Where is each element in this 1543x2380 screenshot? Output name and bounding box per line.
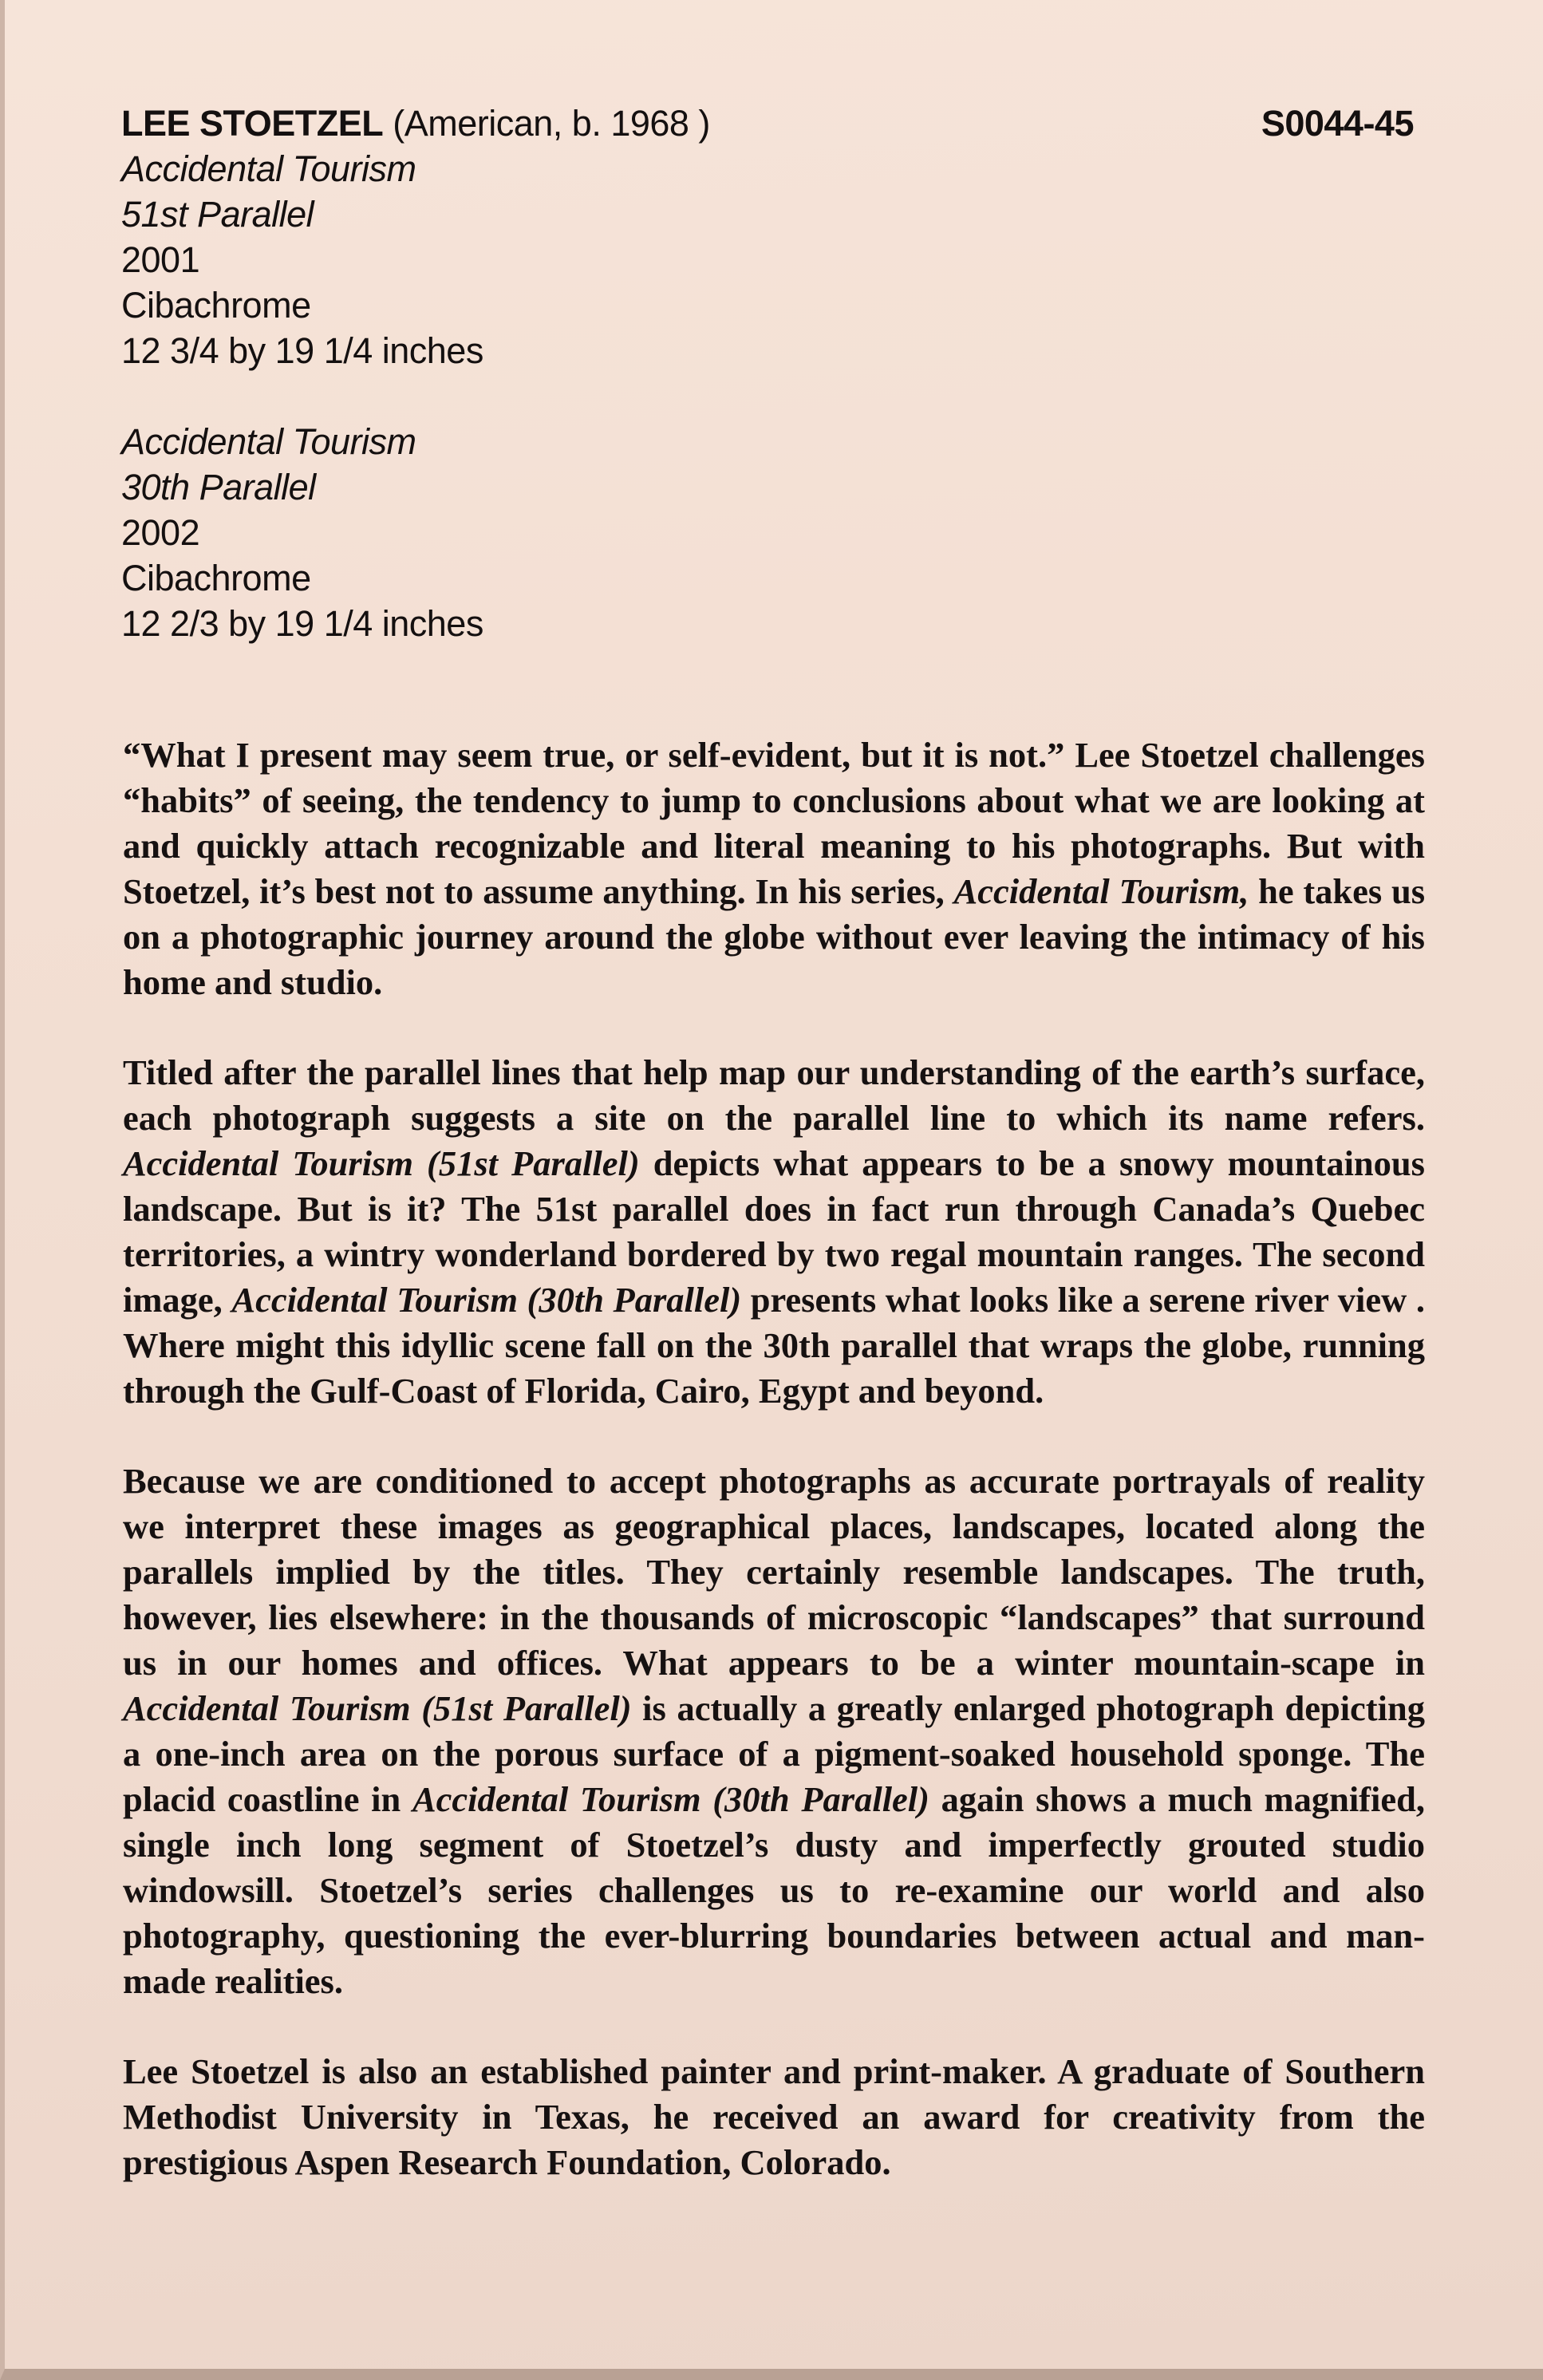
work-reference: Accidental Tourism (30th Parallel): [412, 1779, 929, 1819]
paragraph-text: is actually a greatly enlarged photograph depicting a one-inch area on the porous surface of a pigment-soaked household sponge. The placid coastline in: [123, 1688, 1425, 1819]
work-medium: Cibachrome: [121, 558, 311, 598]
work-reference: Accidental Tourism (51st Parallel): [123, 1688, 632, 1728]
work-reference: Accidental Tourism (51st Parallel): [123, 1143, 640, 1183]
work-entry-2: [121, 419, 1414, 646]
work-dimensions: 12 2/3 by 19 1/4 inches: [121, 603, 483, 644]
label-description: [123, 732, 1425, 2230]
paragraph-text: Because we are conditioned to accept photographs as accurate portrayals of reality we interpret these images as geographical places, landscapes, located along the parallels implied by the titles. They certainly resemble landscapes. The truth, however, lies elsewhere: in the thousands of microscopic “landscapes” that surround us in our homes and offices. What appears to be a winter mountain-scape in: [123, 1461, 1425, 1683]
series-title: Accidental Tourism,: [953, 871, 1249, 911]
work-subtitle: 51st Parallel: [121, 194, 314, 235]
label-header: [121, 101, 1414, 692]
paragraph-bio: [123, 2049, 1425, 2185]
work-year: 2001: [121, 239, 200, 280]
work-year: 2002: [121, 512, 200, 553]
paragraph-text: he takes us on a photographic journey around the globe without ever leaving the intimacy of his home and studio.: [123, 871, 1426, 1002]
paragraph-text: again shows a much magnified, single inch long segment of Stoetzel’s dusty and imperfectly grouted studio windowsill. Stoetzel’s series challenges us to re-examine our world and also photography, questioning the ever-blurring boundaries between actual and man-made realities.: [123, 1779, 1425, 2001]
paragraph-titles: [123, 1050, 1425, 1414]
work-entry-1: [121, 146, 1414, 373]
work-dimensions: 12 3/4 by 19 1/4 inches: [121, 330, 483, 371]
paragraph-intro: [123, 732, 1425, 1005]
catalog-number: S0044-45: [1261, 103, 1414, 144]
artist-line: [121, 101, 1414, 146]
work-title: Accidental Tourism: [121, 421, 416, 462]
work-subtitle: 30th Parallel: [121, 467, 316, 507]
paragraph-text: presents what looks like a serene river view . Where might this idyllic scene fall on the 30th parallel that wraps the globe, running through the Gulf-Coast of Florida, Cairo, Egypt and beyond.: [123, 1280, 1425, 1411]
paragraph-text: Lee Stoetzel is also an established painter and print-maker. A graduate of Southern Methodist University in Texas, he received an award for creativity from the prestigious Aspen Research Foundation, Colorado.: [123, 2051, 1425, 2182]
work-reference: Accidental Tourism (30th Parallel): [231, 1280, 742, 1320]
artist-nationality-birth: (American, b. 1968 ): [393, 103, 710, 144]
artist-name: LEE STOETZEL: [121, 103, 384, 144]
work-title: Accidental Tourism: [121, 148, 416, 189]
paragraph-text: “What I present may seem true, or self-evident, but it is not.” Lee Stoetzel challenges “habits” of seeing, the tendency to jump to conclusions about what we are looking at and quickly attach recognizable and literal meaning to his photographs. But with Stoetzel, it’s best not to assume anything. In his series,: [123, 735, 1425, 911]
paragraph-text: Titled after the parallel lines that help map our understanding of the earth’s surface, each photograph suggests a site on the parallel line to which its name refers.: [123, 1052, 1425, 1138]
paragraph-text: depicts what appears to be a snowy mountainous landscape. But is it? The 51st parallel does in fact run through Canada’s Quebec territories, a wintry wonderland bordered by two regal mountain ranges. The second image,: [123, 1143, 1425, 1320]
work-medium: Cibachrome: [121, 285, 311, 326]
paragraph-truth: [123, 1458, 1425, 2004]
